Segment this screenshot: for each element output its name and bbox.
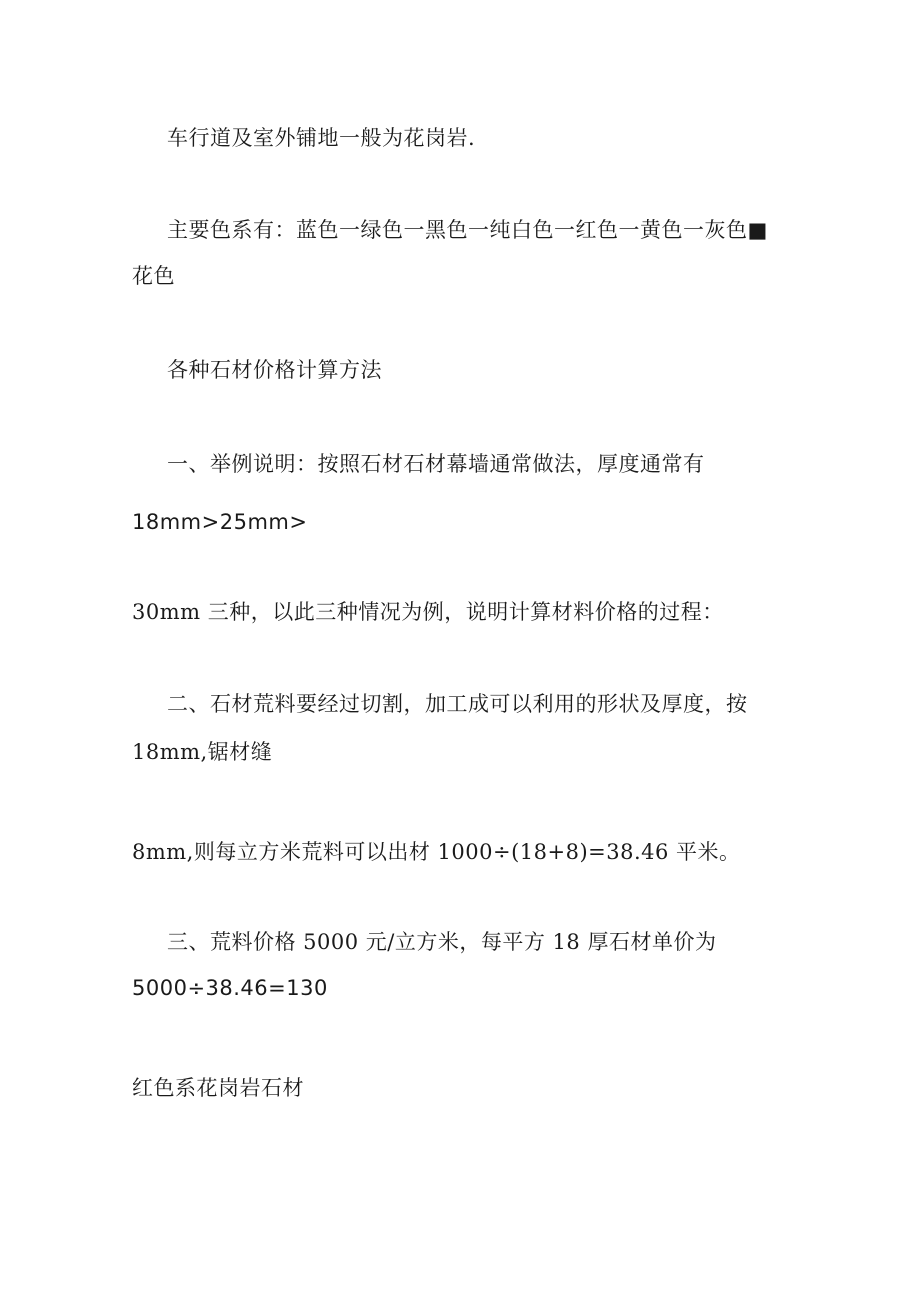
paragraph-roadway-granite: 车行道及室外铺地一般为花岗岩.	[167, 126, 476, 150]
paragraph-step-two: 二、石材荒料要经过切割，加工成可以利用的形状及厚度，按	[167, 692, 748, 716]
paragraph-three-thickness: 30mm 三种，以此三种情况为例，说明计算材料价格的过程：	[132, 600, 724, 624]
paragraph-step-one-continued: 18mm>25mm>	[132, 510, 308, 534]
paragraph-step-two-continued: 18mm,锯材缝	[132, 740, 273, 764]
paragraph-yield-calculation: 8mm,则每立方米荒料可以出材 1000÷(18+8)=38.46 平米。	[132, 840, 741, 864]
section-heading-price-calculation: 各种石材价格计算方法	[167, 358, 382, 382]
paragraph-step-one: 一、举例说明：按照石材石材幕墙通常做法，厚度通常有	[167, 452, 705, 476]
paragraph-step-three-continued: 5000÷38.46=130	[132, 976, 328, 1000]
paragraph-step-three: 三、荒料价格 5000 元/立方米，每平方 18 厚石材单价为	[167, 930, 717, 954]
paragraph-color-series: 主要色系有：蓝色一绿色一黑色一纯白色一红色一黄色一灰色■	[167, 218, 768, 242]
paragraph-color-series-continued: 花色	[132, 264, 175, 288]
section-heading-red-granite: 红色系花岗岩石材	[132, 1076, 304, 1100]
